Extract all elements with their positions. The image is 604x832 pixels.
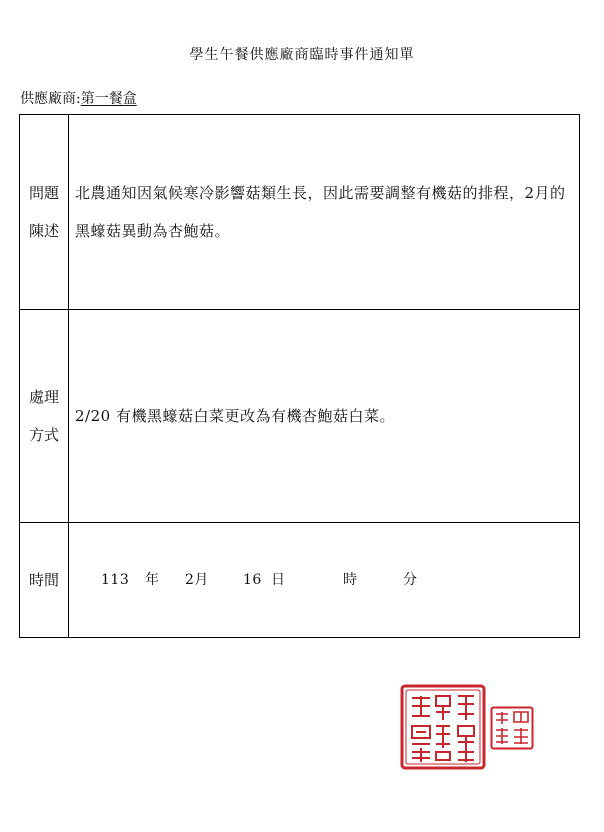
handling-label-line1: 處理	[28, 388, 59, 406]
problem-content: 北農通知因氣候寒冷影響菇類生長，因此需要調整有機菇的排程，2月的黑蠔菇異動為杏鮑菇。	[69, 115, 580, 310]
problem-label-cell	[20, 115, 69, 310]
company-seal-stamp	[400, 684, 486, 770]
problem-label-line2: 陳述	[28, 222, 59, 240]
time-row	[20, 523, 580, 638]
time-label-cell	[20, 523, 69, 638]
day-unit: 日	[271, 572, 286, 588]
supplier-name: 第一餐盒	[80, 91, 137, 107]
supplier-line	[20, 88, 137, 108]
time-line	[75, 561, 575, 599]
year-unit: 年	[145, 572, 160, 588]
year-value: 113	[101, 572, 130, 588]
minute-unit: 分	[403, 572, 418, 588]
document-title: 學生午餐供應廠商臨時事件通知單	[189, 47, 415, 63]
seal-stamps	[400, 684, 540, 776]
time-content	[69, 523, 580, 638]
problem-row	[20, 115, 580, 310]
handling-label-cell	[20, 310, 69, 523]
month-value: 2月	[185, 572, 209, 588]
handling-row	[20, 310, 580, 523]
handling-label-line2: 方式	[28, 426, 59, 444]
day-value: 16	[243, 572, 262, 588]
time-label: 時間	[28, 571, 59, 589]
problem-label-line1: 問題	[28, 184, 59, 202]
supplier-label: 供應廠商:	[20, 91, 81, 107]
hour-unit: 時	[343, 572, 358, 588]
handling-content: 2/20 有機黑蠔菇白菜更改為有機杏鮑菇白菜。	[69, 310, 580, 523]
notice-table	[19, 114, 580, 638]
personal-seal-stamp	[490, 706, 534, 750]
